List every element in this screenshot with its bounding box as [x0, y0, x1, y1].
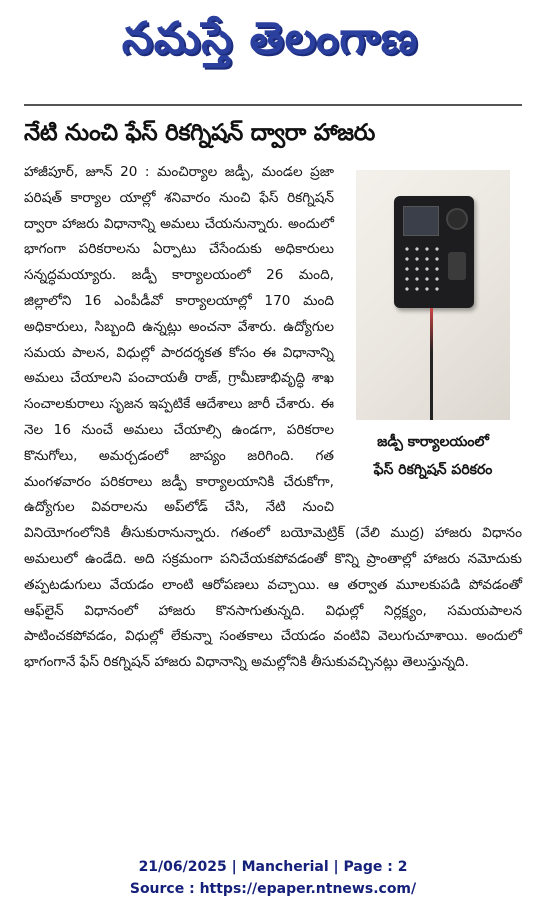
footer-date-edition: 21/06/2025 | Mancherial | Page : 2 [138, 859, 408, 875]
fingerprint-sensor-icon [448, 252, 466, 280]
article-headline: నేటి నుంచి ఫేస్ రికగ్నిషన్ ద్వారా హాజరు [24, 120, 376, 146]
article-body [24, 160, 522, 676]
caption-line-1: జడ్పీ కార్యాలయంలో [377, 434, 489, 450]
camera-icon [446, 208, 468, 230]
masthead-divider [24, 104, 522, 106]
keypad-icon [402, 244, 442, 296]
article-text: హాజీపూర్, జూన్ 20 : మంచిర్యాల జడ్పీ, మండల ప్రజా పరిషత్ కార్యాల యాల్లో శనివారం నుంచి ఫేస్ రికగ్నిషన్ ద్వారా హాజరు విధానాన్ని అమలు చేయనున్నారు. అందులో భాగంగా పరికరాలను ఏర్పాటు చేసేందుకు అధికారులు సన్నద్ధమయ్యారు. జడ్పీ కార్యాలయంలో 26 మంది, జిల్లాలోని 16 ఎంపీడీవో కార్యాలయాల్లో 170 మంది అధికారులు, సిబ్బంది ఉన్నట్లు అంచనా వేశారు. ఉద్యోగుల సమయ పాలన, విధుల్లో పారదర్శకత కోసం ఈ విధానాన్ని అమలు చేయాలని పంచాయతీ రాజ్, గ్రామీణాభివృద్ధి శాఖ సంచాలకురాలు సృజన ఇప్పటికే ఆదేశాలు జారీ చేశారు. ఈ నెల 16 నుంచే అమలు చేయాల్సి ఉండగా, పరికరాల కొనుగోలు, అమర్చడంలో జాప్యం జరిగింది. గత మంగళవారం పరికరాలు జడ్పీ కార్యాలయానికి చేరుకోగా, ఉద్యోగుల వివరాలను అప్‌లోడ్ చేసి, నేటి నుంచి వినియోగంలోనికి తీసుకురానున్నారు. గతంలో బయోమెట్రిక్ (వేలి ముద్ర) హాజరు విధానం అమలులో ఉండేది. అది సక్రమంగా పనిచేయకపోవడంతో కొన్ని ప్రాంతాల్లో హాజరు నమోదుకు తప్పటడుగులు వేయడం లాంటి ఆరోపణలు వచ్చాయి. ఆ తర్వాత మూలకుపడి పోవడంతో ఆఫ్‌లైన్ విధానంలో హాజరు కొనసాగుతున్నది. విధుల్లో నిర్లక్ష్యం, సమయపాలన పాటించకపోవడం, విధుల్లో లేకున్నా సంతకాలు చేయడం వంటివి వెలుగుచూశాయి. అందులో భాగంగానే ఫేస్ రికగ్నిషన్ హాజరు విధానాన్ని అమల్లోనికి తీసుకువచ్చినట్లు తెలుస్తున్నది. [24, 164, 522, 671]
caption-line-2: ఫేస్ రికగ్నిషన్ పరికరం [373, 462, 493, 478]
footer-source: Source : https://epaper.ntnews.com/ [129, 881, 417, 897]
device-screen [403, 206, 439, 236]
article-photo-box [344, 160, 522, 494]
photo-caption [344, 428, 522, 484]
device-icon [394, 196, 474, 308]
face-recognition-device-photo [356, 170, 510, 420]
newspaper-masthead: నమస్తే తెలంగాణ [121, 13, 419, 64]
device-cable [430, 308, 433, 420]
page-footer [0, 856, 546, 900]
